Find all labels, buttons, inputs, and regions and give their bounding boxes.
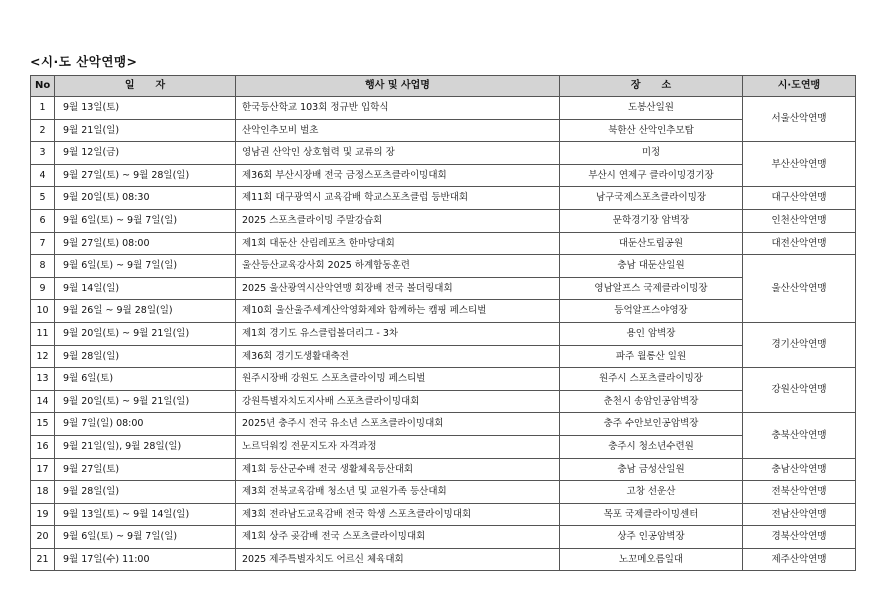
row-location: 용인 암벽장 (560, 322, 743, 345)
row-location: 충주 수안보인공암벽장 (560, 413, 743, 436)
row-event-name: 제36회 경기도생활대축전 (236, 345, 560, 368)
row-location: 도봉산일원 (560, 97, 743, 120)
table-row (31, 322, 856, 345)
table-row (31, 187, 856, 210)
row-event-name: 노르딕워킹 전문지도자 자격과정 (236, 435, 560, 458)
row-location: 부산시 연제구 클라이밍경기장 (560, 164, 743, 187)
row-number: 20 (31, 526, 55, 549)
table-row (31, 164, 856, 187)
table-row (31, 435, 856, 458)
row-number: 8 (31, 255, 55, 278)
row-association: 강원산악연맹 (743, 368, 856, 413)
row-event-name: 제3회 전북교육감배 청소년 및 교원가족 등산대회 (236, 481, 560, 504)
row-date: 9월 6일(토) ~ 9월 7일(일) (55, 209, 236, 232)
table-row (31, 119, 856, 142)
row-event-name: 제3회 전라남도교육감배 전국 학생 스포츠클라이밍대회 (236, 503, 560, 526)
row-date: 9월 6일(토) (55, 368, 236, 391)
row-location: 원주시 스포츠클라이밍장 (560, 368, 743, 391)
row-date: 9월 6일(토) ~ 9월 7일(일) (55, 526, 236, 549)
row-event-name: 제11회 대구광역시 교육감배 학교스포츠클럽 등반대회 (236, 187, 560, 210)
row-event-name: 2025 스포츠클라이밍 주말강습회 (236, 209, 560, 232)
row-event-name: 원주시장배 강원도 스포츠클라이밍 페스티벌 (236, 368, 560, 391)
row-event-name: 제1회 대둔산 산림레포츠 한마당대회 (236, 232, 560, 255)
column-header-event: 행사 및 사업명 (236, 76, 560, 97)
row-number: 3 (31, 142, 55, 165)
row-number: 19 (31, 503, 55, 526)
row-number: 17 (31, 458, 55, 481)
table-row (31, 142, 856, 165)
row-number: 15 (31, 413, 55, 436)
row-date: 9월 26일 ~ 9월 28일(일) (55, 300, 236, 323)
row-location: 충남 금성산일원 (560, 458, 743, 481)
row-location: 상주 인공암벽장 (560, 526, 743, 549)
row-event-name: 제1회 등산군수배 전국 생활체육등산대회 (236, 458, 560, 481)
row-event-name: 영남권 산악인 상호협력 및 교류의 장 (236, 142, 560, 165)
row-number: 6 (31, 209, 55, 232)
row-event-name: 2025 울산광역시산악연맹 회장배 전국 볼더링대회 (236, 277, 560, 300)
row-date: 9월 12일(금) (55, 142, 236, 165)
row-location: 고창 선운산 (560, 481, 743, 504)
row-number: 9 (31, 277, 55, 300)
row-event-name: 제1회 상주 곶감배 전국 스포츠클라이밍대회 (236, 526, 560, 549)
row-location: 대둔산도립공원 (560, 232, 743, 255)
row-date: 9월 28일(일) (55, 345, 236, 368)
row-number: 4 (31, 164, 55, 187)
row-number: 2 (31, 119, 55, 142)
column-header-place: 장 소 (560, 76, 743, 97)
row-date: 9월 27일(토) (55, 458, 236, 481)
row-date: 9월 20일(토) ~ 9월 21일(일) (55, 322, 236, 345)
table-row (31, 481, 856, 504)
column-header-no: No (31, 76, 55, 97)
row-event-name: 제1회 경기도 유스클럽볼더리그 - 3차 (236, 322, 560, 345)
row-location: 미정 (560, 142, 743, 165)
row-date: 9월 21일(일), 9월 28일(일) (55, 435, 236, 458)
row-number: 5 (31, 187, 55, 210)
table-row (31, 368, 856, 391)
row-association: 대구산악연맹 (743, 187, 856, 210)
row-date: 9월 7일(일) 08:00 (55, 413, 236, 436)
row-location: 북한산 산악인추모탑 (560, 119, 743, 142)
row-location: 남구국제스포츠클라이밍장 (560, 187, 743, 210)
row-event-name: 제36회 부산시장배 전국 금정스포츠클라이밍대회 (236, 164, 560, 187)
row-event-name: 2025 제주특별자치도 어르신 체육대회 (236, 548, 560, 571)
row-number: 14 (31, 390, 55, 413)
row-event-name: 2025년 충주시 전국 유소년 스포츠클라이밍대회 (236, 413, 560, 436)
table-header-row (31, 76, 856, 97)
column-header-association: 시·도연맹 (743, 76, 856, 97)
table-row (31, 277, 856, 300)
row-association: 경북산악연맹 (743, 526, 856, 549)
row-number: 18 (31, 481, 55, 504)
row-date: 9월 27일(토) ~ 9월 28일(일) (55, 164, 236, 187)
row-event-name: 울산등산교육강사회 2025 하계합동훈련 (236, 255, 560, 278)
row-number: 10 (31, 300, 55, 323)
row-number: 11 (31, 322, 55, 345)
row-number: 1 (31, 97, 55, 120)
section-title: <시·도 산악연맹> (30, 54, 138, 69)
row-location: 충남 대둔산일원 (560, 255, 743, 278)
row-date: 9월 21일(일) (55, 119, 236, 142)
table-row (31, 345, 856, 368)
row-date: 9월 28일(일) (55, 481, 236, 504)
row-location: 목포 국제클라이밍센터 (560, 503, 743, 526)
table-row (31, 300, 856, 323)
row-association: 인천산악연맹 (743, 209, 856, 232)
row-association: 충남산악연맹 (743, 458, 856, 481)
row-date: 9월 17일(수) 11:00 (55, 548, 236, 571)
row-association: 대전산악연맹 (743, 232, 856, 255)
row-association: 경기산악연맹 (743, 322, 856, 367)
row-date: 9월 13일(토) ~ 9월 14일(일) (55, 503, 236, 526)
table-body (31, 97, 856, 571)
table-row (31, 232, 856, 255)
row-association: 제주산악연맹 (743, 548, 856, 571)
row-date: 9월 13일(토) (55, 97, 236, 120)
table-row (31, 503, 856, 526)
table-row (31, 255, 856, 278)
table-row (31, 413, 856, 436)
row-event-name: 제10회 울산울주세계산악영화제와 함께하는 캠핑 페스티벌 (236, 300, 560, 323)
row-number: 12 (31, 345, 55, 368)
row-date: 9월 20일(토) ~ 9월 21일(일) (55, 390, 236, 413)
row-number: 13 (31, 368, 55, 391)
row-location: 춘천시 송암인공암벽장 (560, 390, 743, 413)
row-number: 21 (31, 548, 55, 571)
row-location: 파주 월롱산 일원 (560, 345, 743, 368)
table-row (31, 526, 856, 549)
events-table (30, 75, 856, 571)
row-association: 부산산악연맹 (743, 142, 856, 187)
table-row (31, 390, 856, 413)
table-row (31, 458, 856, 481)
row-location: 노꼬메오름일대 (560, 548, 743, 571)
row-location: 문학경기장 암벽장 (560, 209, 743, 232)
row-date: 9월 27일(토) 08:00 (55, 232, 236, 255)
row-number: 16 (31, 435, 55, 458)
row-event-name: 강원특별자치도지사배 스포츠클라이밍대회 (236, 390, 560, 413)
row-event-name: 산악인추모비 벌초 (236, 119, 560, 142)
row-association: 전남산악연맹 (743, 503, 856, 526)
row-association: 충북산악연맹 (743, 413, 856, 458)
row-association: 울산산악연맹 (743, 255, 856, 323)
row-date: 9월 14일(일) (55, 277, 236, 300)
table-row (31, 548, 856, 571)
table-row (31, 97, 856, 120)
row-association: 서울산악연맹 (743, 97, 856, 142)
row-date: 9월 6일(토) ~ 9월 7일(일) (55, 255, 236, 278)
row-location: 영남알프스 국제클라이밍장 (560, 277, 743, 300)
row-event-name: 한국등산학교 103회 정규반 입학식 (236, 97, 560, 120)
row-date: 9월 20일(토) 08:30 (55, 187, 236, 210)
column-header-date: 일 자 (55, 76, 236, 97)
row-number: 7 (31, 232, 55, 255)
table-row (31, 209, 856, 232)
row-location: 등억알프스야영장 (560, 300, 743, 323)
row-location: 충주시 청소년수련원 (560, 435, 743, 458)
row-association: 전북산악연맹 (743, 481, 856, 504)
